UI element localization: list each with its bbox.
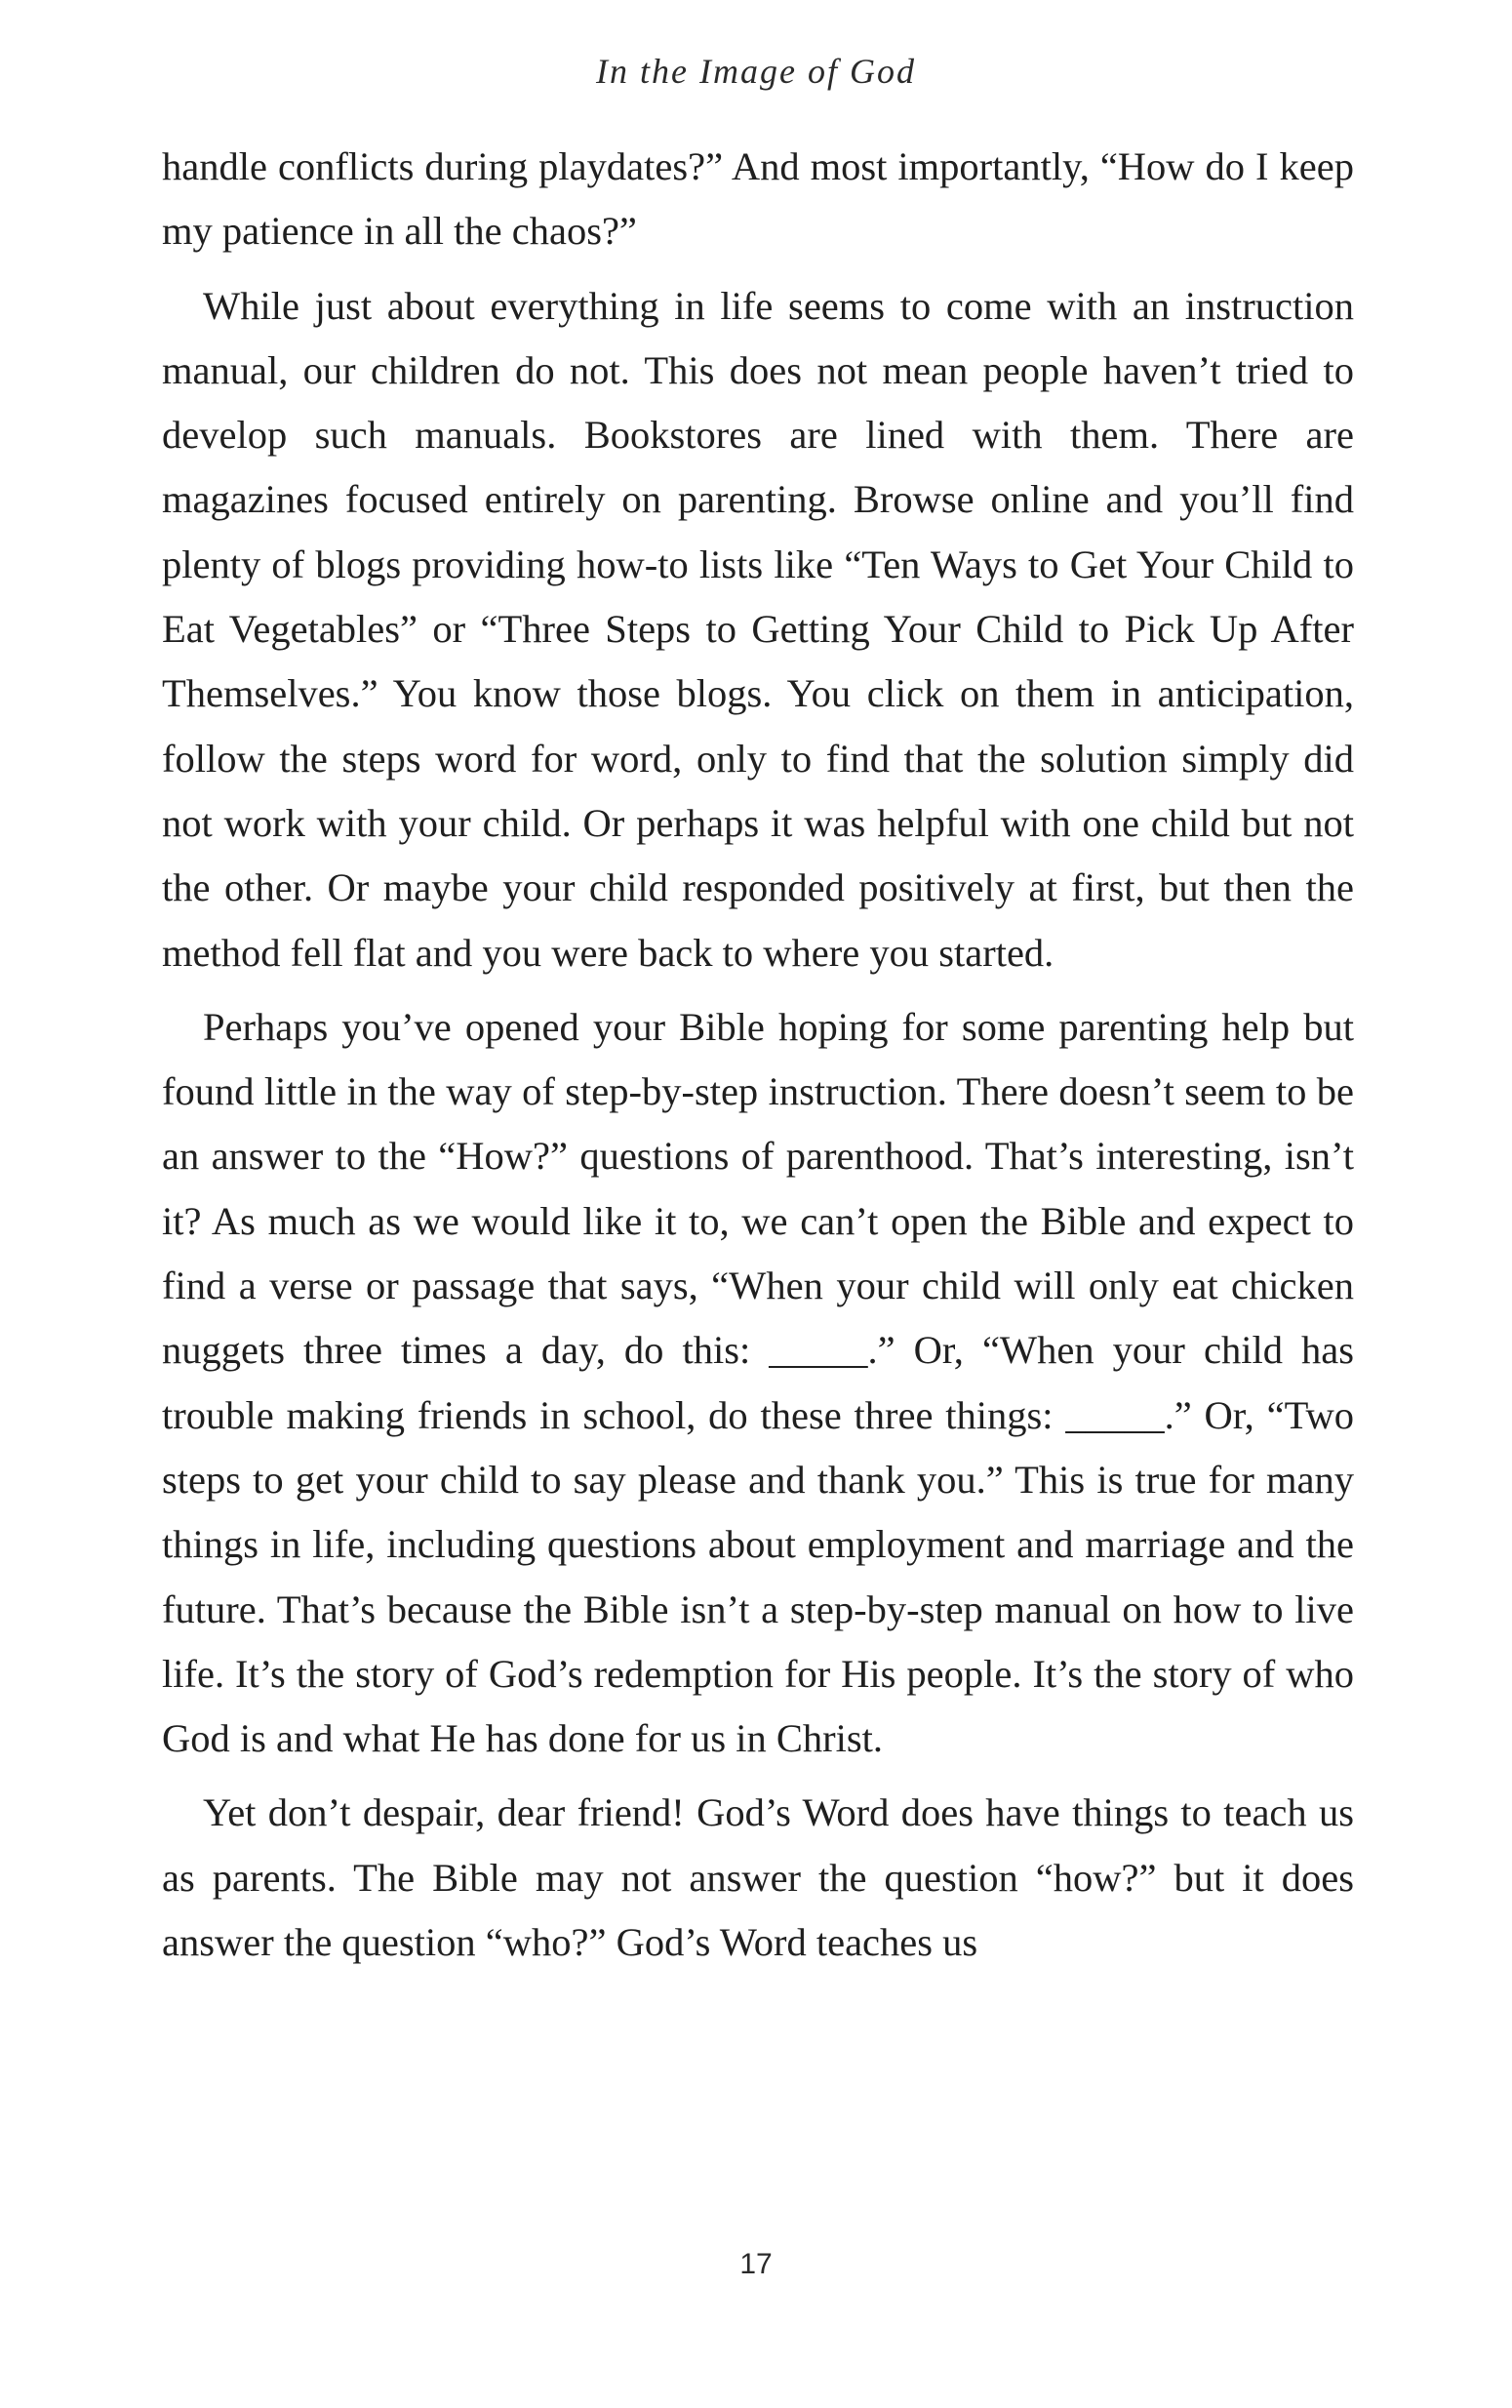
paragraph-continuation: handle conflicts during playdates?” And most importantly, “How do I keep my patience in all the chaos?” (162, 144, 1354, 254)
page-number: 17 (739, 2248, 773, 2280)
running-head-title: In the Image of God (596, 52, 916, 91)
paragraph-bible-parenting: Perhaps you’ve opened your Bible hoping for some parenting help but found little in the way of step-by-step instruction. There doesn’t seem to be an answer to the “How?” questions of parenthood. That’s interesting, isn’t it? As much as we would like it to, we can’t open the Bible and expect to find a verse or passage that says, “When your child will only eat chicken nuggets three times a day, do this: _____.” Or, “When your child has trouble making friends in school, do these three things: _____.” Or, “Two steps to get your child to say please and thank you.” This is true for many things in life, including questions about employment and marriage and the future. That’s because the Bible isn’t a step-by-step manual on how to live life. It’s the story of God’s redemption for His people. It’s the story of who God is and what He has done for us in Christ. (162, 1004, 1354, 1761)
paragraph-dont-despair: Yet don’t despair, dear friend! God’s Word does have things to teach us as parents. The Bible may not answer the question “how?” but it does answer the question “who?” God’s Word teaches us (162, 1790, 1354, 1965)
paragraph-instruction-manual: While just about everything in life seems to come with an instruction manual, our children do not. This does not mean people haven’t tried to develop such manuals. Bookstores are lined with them. There are magazines focused entirely on parenting. Browse online and you’ll find plenty of blogs providing how-to lists like “Ten Ways to Get Your Child to Eat Vegetables” or “Three Steps to Getting Your Child to Pick Up After Themselves.” You know those blogs. You click on them in anticipation, follow the steps word for word, only to find that the solution simply did not work with your child. Or perhaps it was helpful with one child but not the other. Or maybe your child responded positively at first, but then the method fell flat and you were back to where you started. (162, 283, 1354, 975)
body-text (162, 135, 1354, 1975)
